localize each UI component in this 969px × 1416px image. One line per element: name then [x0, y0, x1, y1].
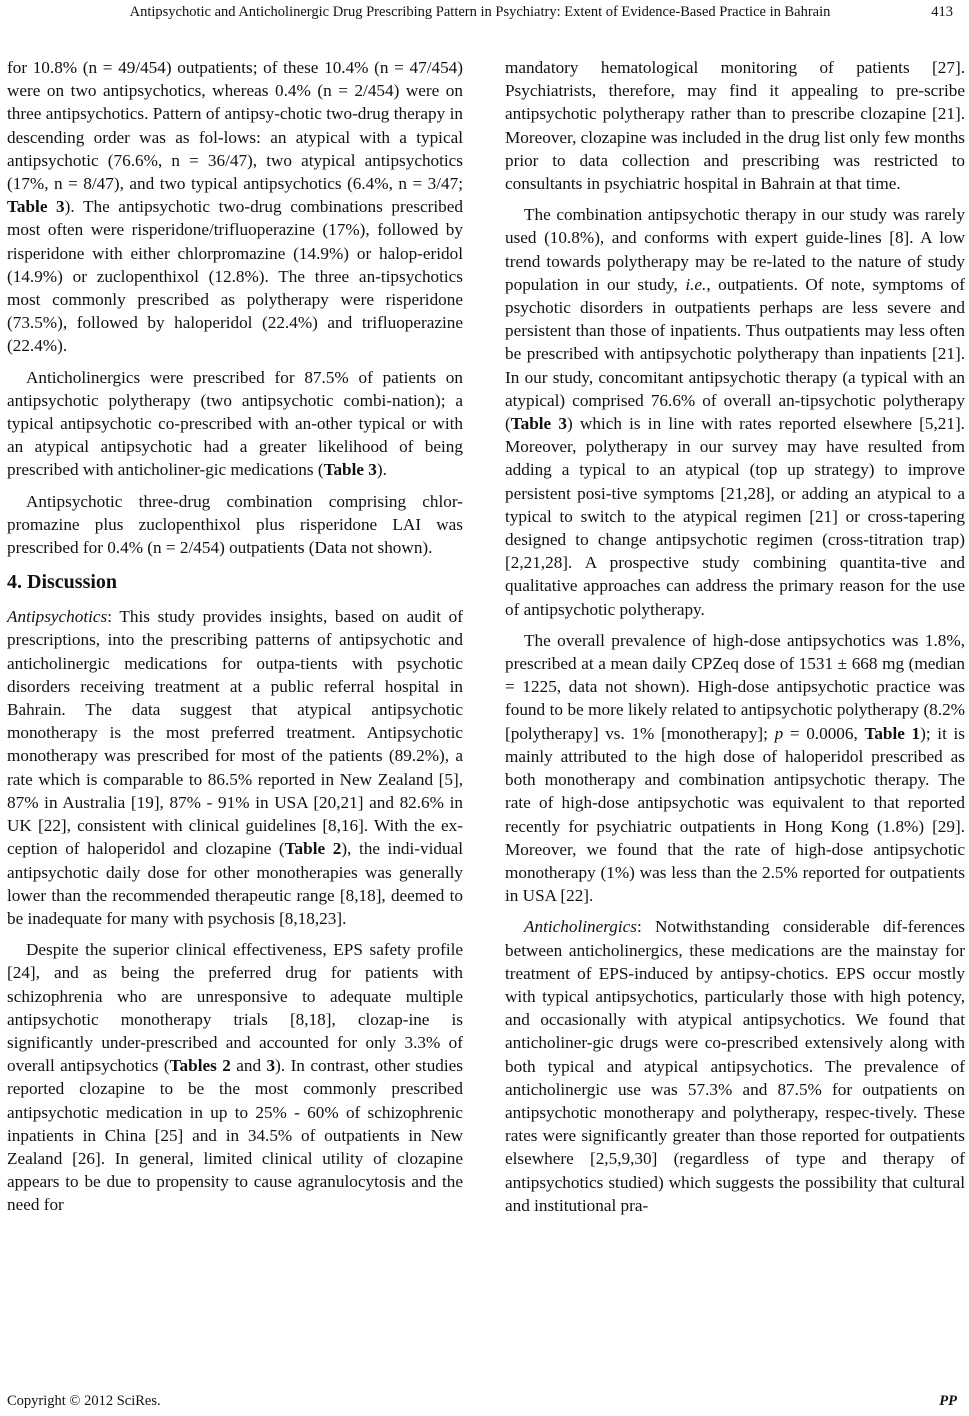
paragraph: The combination antipsychotic therapy in our study was rarely used (10.8%), and conforms with expert guide-lines [8]. A low trend towards polytherapy may be re-lated to the nature of study population in our study, i.e., outpatients. Of note, symptoms of psychotic disorders in outpatients perhaps are less severe and persistent than those of inpatients. Thus outpatients may less often be prescribed with antipsychotic polytherapy than inpatients [21]. In our study, concomitant antipsychotic therapy (a typical with an atypical) comprised 76.6% of overall an-tipsychotic polytherapy (Table 3) which is in line with rates reported elsewhere [5,21]. Moreover, polytherapy in our survey may have resulted from adding a typical to an atypical (top up strategy) to improve persistent posi-tive symptoms [21,28], or adding an atypical to a typical to switch to the atypical regimen [21] or cross-tapering designed to change antipsychotic regimen (cross-titration trap) [2,21,28]. A prospective study combining quantita-tive and qualitative approaches can address the primary reason for the use of antipsychotic polytherapy. [505, 205, 965, 619]
paragraph: Anticholinergics were prescribed for 87.5% of patients on antipsychotic polytherapy (two antipsychotic combi-nation); a typical antipsychotic co-prescribed with an-other typical or with an atypical antipsychotic had a greater likelihood of being prescribed with anticholiner-gic medications (Table 3). [7, 367, 463, 480]
running-title: Antipsychotic and Anticholinergic Drug Prescribing Pattern in Psychiatry: Extent of Evidence-Based Practice in Bahrain [129, 4, 831, 20]
paragraph: Antipsychotic three-drug combination comprising chlor-promazine plus zuclopenthixol plus risperidone LAI was prescribed for 0.4% (n = 2/454) outpatients (Data not shown). [7, 491, 463, 558]
paragraph: Antipsychotics: This study provides insights, based on audit of prescriptions, into the prescribing patterns of antipsychotic and anticholinergic medications for outpa-tients with psychotic disorders receiving treatment at a public referral hospital in Bahrain. The data suggest that atypical antipsychotic monotherapy is the most preferred treatment. Antipsychotic monotherapy was prescribed for most of the patients (89.2%), a rate which is comparable to 86.5% reported in New Zealand [5], 87% in Australia [19], 87% - 91% in USA [20,21] and 82.6% in UK [22], consistent with clinical guidelines [8,16]. With the ex-ception of haloperidol and clozapine (Table 2), the indi-vidual antipsychotic daily dose for other monotherapies was generally lower than the recommended therapeutic range [8,18], deemed to be inadequate for many with psychosis [8,18,23]. [7, 607, 463, 928]
paragraph: The overall prevalence of high-dose antipsychotics was 1.8%, prescribed at a mean daily CPZeq dose of 1531 ± 668 mg (median = 1225, data not shown). High-dose antipsychotic practice was found to be more likely related to antipsychotic polytherapy (8.2% [polytherapy] vs. 1% [monotherapy]; p = 0.0006, Table 1); it is mainly attributed to the high dose of haloperidol prescribed as both monotherapy and combination antipsychotic therapy. The rate of high-dose antipsychotic was equivalent to that reported recently for psychiatric outpatients in Hong Kong (1.8%) [29]. Moreover, we found that the rate of high-dose antipsychotic monotherapy (1%) was less than the 2.5% reported for outpatients in USA [22]. [505, 630, 965, 906]
table-reference[interactable]: Table 3 [7, 197, 65, 217]
copyright-notice: Copyright © 2012 SciRes. [7, 1393, 161, 1409]
table-reference[interactable]: Table 1 [864, 723, 921, 743]
page-header [0, 4, 969, 26]
page-number: 413 [931, 4, 953, 20]
table-reference[interactable]: Tables 2 [169, 1056, 231, 1076]
page-footer [0, 1388, 969, 1414]
table-reference[interactable]: Table 3 [510, 414, 567, 434]
table-reference[interactable]: Table 2 [284, 839, 342, 859]
paragraph: mandatory hematological monitoring of patients [27]. Psychiatrists, therefore, may find it appealing to pre-scribe antipsychotic polytherapy rather than to prescribe clozapine [21]. Moreover, clozapine was included in the drug list only few months prior to data collection and prescribing was restricted to consultants in psychiatric hospital in Bahrain at that time. [505, 58, 965, 194]
table-reference[interactable]: 3 [266, 1056, 276, 1076]
table-reference[interactable]: Table 3 [323, 460, 377, 480]
right-column [505, 56, 965, 1225]
paragraph: Anticholinergics: Notwithstanding considerable dif-ferences between anticholinergics, these medications are the mainstay for treatment of EPS-induced by antipsy-chotics. EPS occur mostly with typical antipsychotics, particularly those with high potency, and occasionally with atypical antipsychotics. We found that anticholiner-gic drugs were co-prescribed extensively along with both typical and atypical antipsychotics. The prevalence of anticholinergic use was 57.3% and 87.5% for outpatients on antipsychotic monotherapy and polytherapy, respec-tively. These rates were significantly greater than those reported for outpatients elsewhere [2,5,9,30] (regardless of type and therapy of antipsychotics studied) which suggests the possibility that cultural and institutional pra- [505, 917, 965, 1215]
section-heading: 4. Discussion [7, 571, 118, 594]
paragraph: for 10.8% (n = 49/454) outpatients; of these 10.4% (n = 47/454) were on two antipsychotics, whereas 0.4% (n = 2/454) were on three antipsychotics. Pattern of antipsy-chotic two-drug therapy in descending order was as fol-lows: an atypical with a typical antipsychotic (76.6%, n = 36/47), two atypical antipsychotics (17%, n = 8/47), and two typical antipsychotics (6.4%, n = 3/47; Table 3). The antipsychotic two-drug combinations prescribed most often were risperidone/trifluoperazine (17%), followed by risperidone with either chlorpromazine (14.9%) or halop-eridol (14.9%) or zuclopenthixol (12.8%). The three an-tipsychotics most commonly prescribed as polytherapy were risperidone (73.5%), followed by haloperidol (22.4%) and trifluoperazine (22.4%). [7, 58, 463, 356]
paragraph: Despite the superior clinical effectiveness, EPS safety profile [24], and as being the preferred drug for patients with schizophrenia who are unresponsive to adequate multiple antipsychotic monotherapy trials [8,18], clozap-ine is significantly under-prescribed and accounted for only 3.3% of overall antipsychotics (Tables 2 and 3). In contrast, other studies reported clozapine to be the most commonly prescribed antipsychotic medication in up to 25% - 60% of schizophrenic inpatients in China [25] and in 34.5% of outpatients in New Zealand [26]. In general, limited clinical utility of clozapine appears to be due to propensity to cause agranulocytosis and the need for [7, 940, 463, 1215]
journal-code: PP [939, 1393, 957, 1409]
left-column [7, 56, 463, 1225]
